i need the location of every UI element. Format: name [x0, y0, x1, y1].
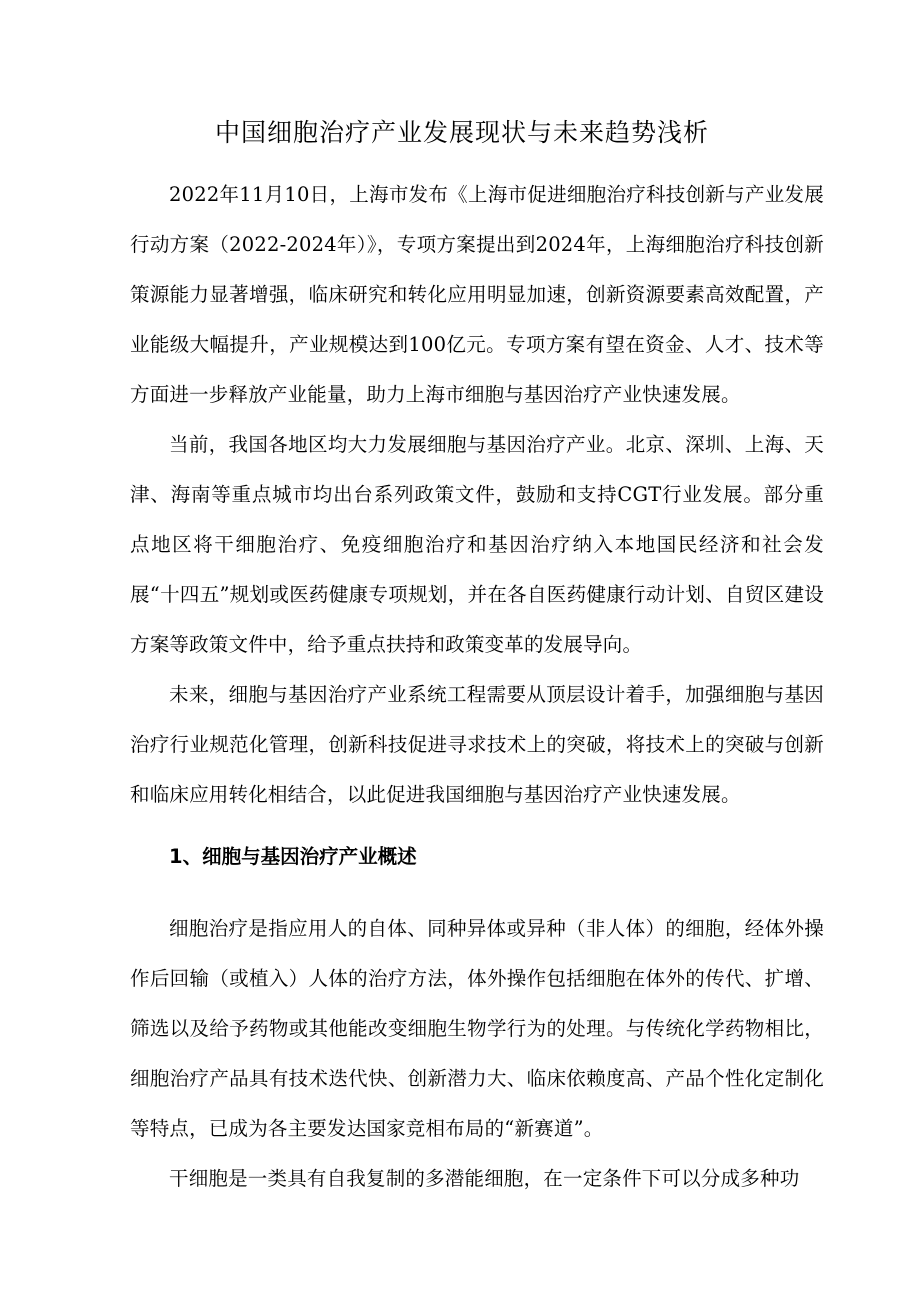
paragraph-regional-policy: 当前，我国各地区均大力发展细胞与基因治疗产业。北京、深圳、上海、天津、海南等重点城市均出台系列政策文件，鼓励和支持CGT行业发展。部分重点地区将干细胞治疗、免疫细胞治疗和基因治疗纳入本地国民经济和社会发展“十四五”规划或医药健康专项规划，并在各自医药健康行动计划、自贸区建设方案等政策文件中，给予重点扶持和政策变革的发展导向。 — [130, 433, 824, 656]
paragraph-future-outlook: 未来，细胞与基因治疗产业系统工程需要从顶层设计着手，加强细胞与基因治疗行业规范化管理，创新科技促进寻求技术上的突破，将技术上的突破与创新和临床应用转化相结合，以此促进我国细胞与基因治疗产业快速发展。 — [130, 683, 824, 806]
paragraph-shanghai-plan: 2022年11月10日，上海市发布《上海市促进细胞治疗科技创新与产业发展行动方案（2022-2024年）》，专项方案提出到2024年，上海细胞治疗科技创新策源能力显著增强，临床研究和转化应用明显加速，创新资源要素高效配置，产业能级大幅提升，产业规模达到100亿元。专项方案有望在资金、人才、技术等方面进一步释放产业能量，助力上海市细胞与基因治疗产业快速发展。 — [130, 183, 824, 406]
document-title: 中国细胞治疗产业发展现状与未来趋势浅析 — [214, 118, 709, 147]
paragraph-stem-cell: 干细胞是一类具有自我复制的多潜能细胞，在一定条件下可以分成多种功 — [169, 1167, 800, 1190]
section-heading-overview: 1、细胞与基因治疗产业概述 — [169, 845, 417, 868]
paragraph-cell-therapy-definition: 细胞治疗是指应用人的自体、同种异体或异种（非人体）的细胞，经体外操作后回输（或植入）人体的治疗方法，体外操作包括细胞在体外的传代、扩增、筛选以及给予药物或其他能改变细胞生物学行为的处理。与传统化学药物相比，细胞治疗产品具有技术迭代快、创新潜力大、临床依赖度高、产品个性化定制化等特点，已成为各主要发达国家竞相布局的“新赛道”。 — [130, 917, 824, 1140]
